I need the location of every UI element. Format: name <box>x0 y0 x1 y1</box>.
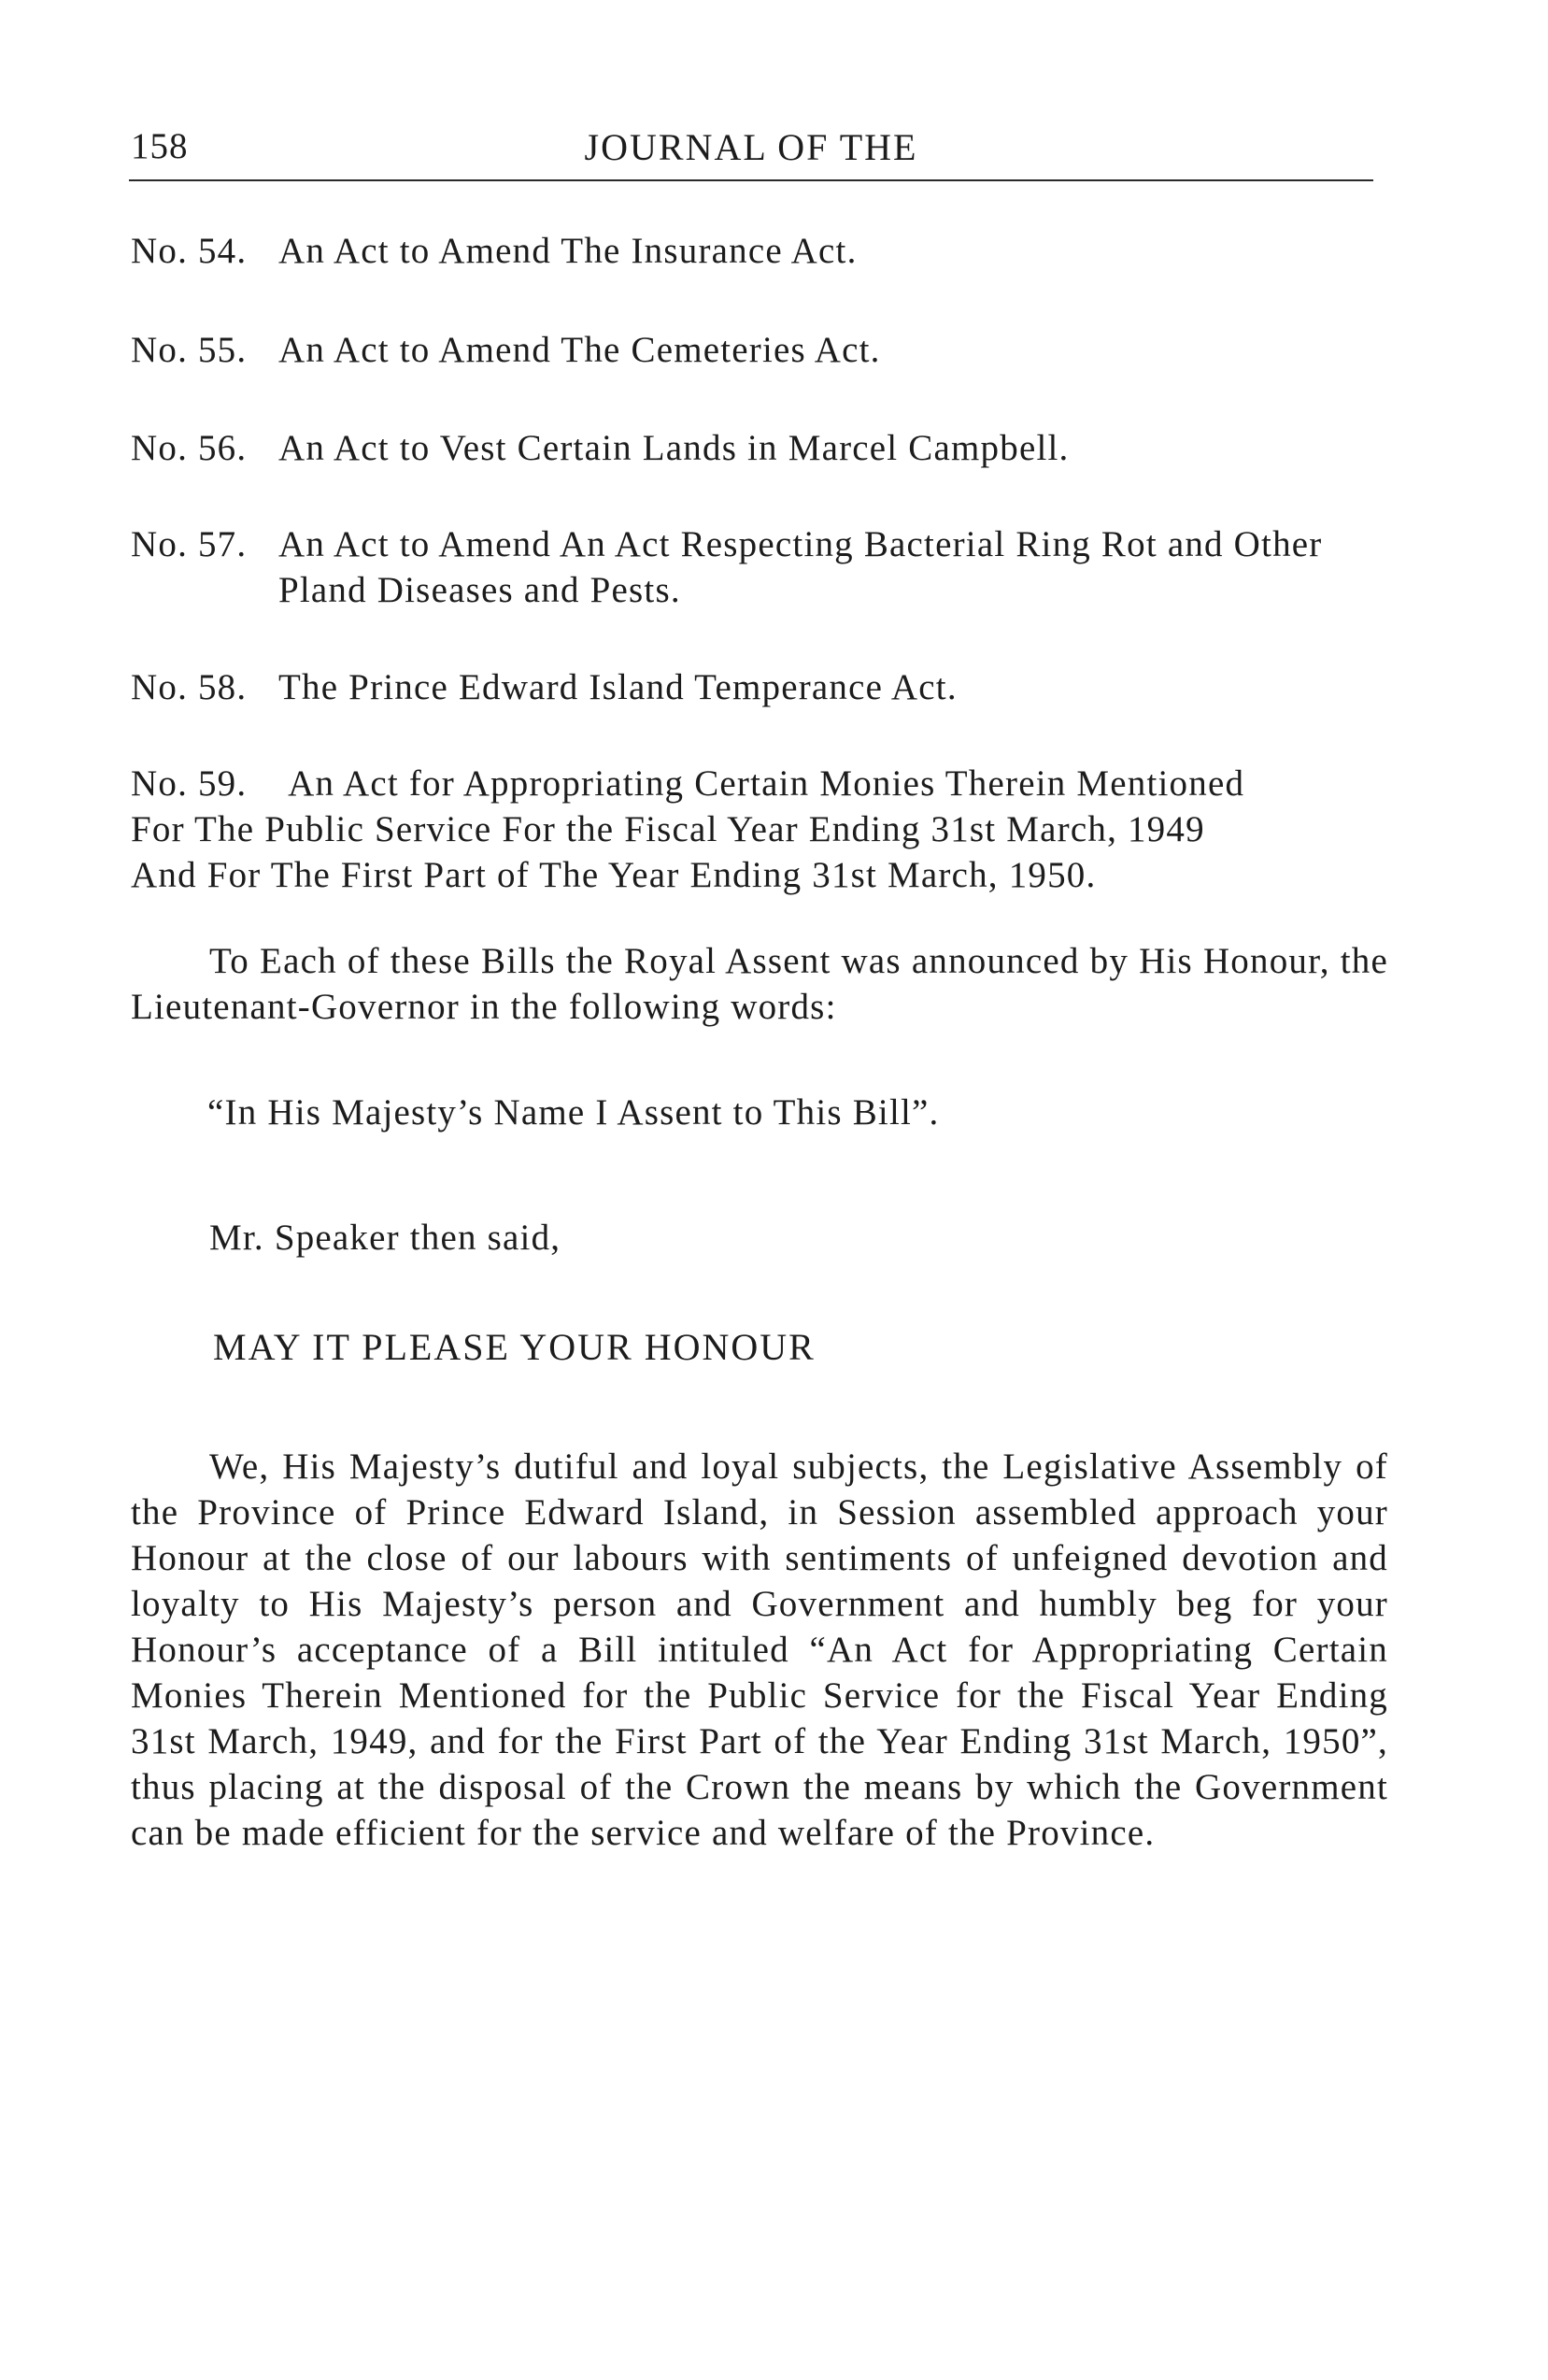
act-title: An Act to Amend The Cemeteries Act. <box>278 330 881 370</box>
assent-quote: “In His Majesty’s Name I Assent to This Bill”. <box>207 1092 940 1133</box>
address-paragraph: We, His Majesty’s dutiful and loyal subjects, the Legislative Assembly of the Province of Prince Edward Island, in Session assembled approach your Honour at the close of our labours with sentiments of unfeigned devotion and loyalty to His Majesty’s person and Government and humbly beg for your Honour’s acceptance of a Bill intituled “An Act for Appropriating Certain Monies Therein Mentioned for the Public Service for the Fiscal Year Ending 31st March, 1949, and for the First Part of the Year Ending 31st March, 1950”, thus placing at the disposal of the Crown the means by which the Government can be made efficient for the service and welfare of the Province. <box>131 1447 1388 1853</box>
act-item-55 <box>131 327 1388 373</box>
speaker-statement: Mr. Speaker then said, <box>209 1218 561 1258</box>
page-header <box>129 121 1373 181</box>
act-title: An Act to Amend The Insurance Act. <box>278 231 858 271</box>
act-item-57 <box>131 521 1388 613</box>
act-item-58 <box>131 664 1388 710</box>
act-number: No. 54. <box>131 231 248 271</box>
act-item-56 <box>131 425 1388 471</box>
address-heading: MAY IT PLEASE YOUR HONOUR <box>213 1326 816 1368</box>
act-title-line-3: And For The First Part of The Year Ending 31st March, 1950. <box>131 855 1097 895</box>
act-title-line-2: For The Public Service For the Fiscal Year Ending 31st March, 1949 <box>131 809 1205 849</box>
act-item-59 <box>131 761 1388 898</box>
act-number: No. 57. <box>131 524 248 564</box>
act-number: No. 55. <box>131 330 248 370</box>
act-number: No. 59. <box>131 763 248 804</box>
royal-assent-paragraph: To Each of these Bills the Royal Assent was announced by His Honour, the Lieutenant-Governor in the following words: <box>131 941 1388 1027</box>
act-title: The Prince Edward Island Temperance Act. <box>278 667 958 707</box>
act-title-line-1: An Act for Appropriating Certain Monies Therein Mentioned <box>288 763 1245 804</box>
running-title: JOURNAL OF THE <box>584 126 918 168</box>
act-number: No. 58. <box>131 667 248 707</box>
act-number: No. 56. <box>131 428 248 468</box>
act-title: An Act to Amend An Act Respecting Bacterial Ring Rot and Other Pland Diseases and Pests. <box>278 524 1323 610</box>
act-item-54 <box>131 228 1388 274</box>
page-number: 158 <box>131 126 189 166</box>
act-title: An Act to Vest Certain Lands in Marcel Campbell. <box>278 428 1070 468</box>
